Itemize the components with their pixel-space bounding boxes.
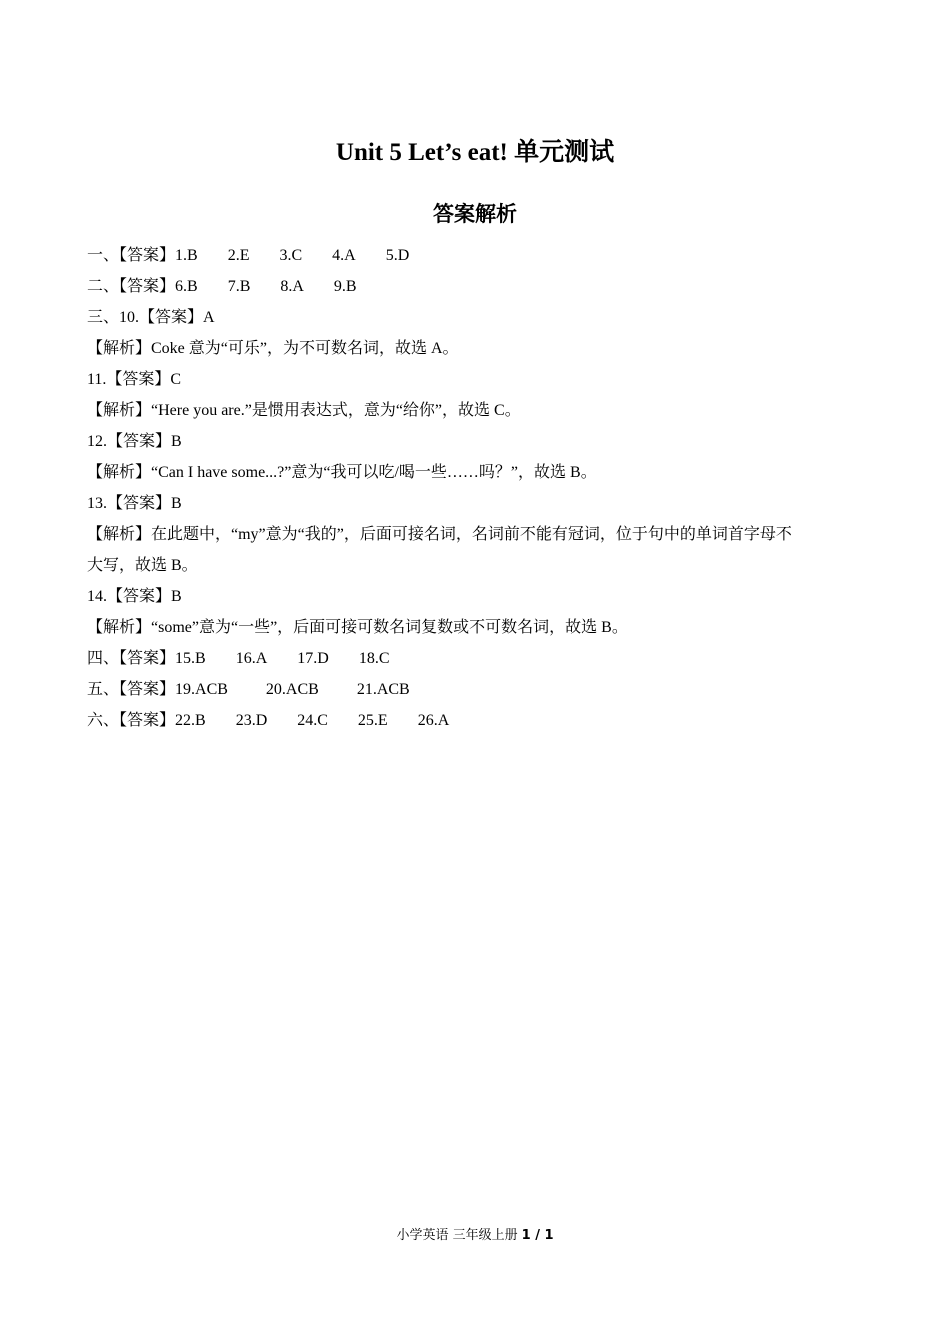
answer-7: 7.B [227,278,251,295]
answer-19: 19.ACB [175,681,228,698]
answer-23: 23.D [235,712,268,729]
q10-answer: 三、10.【答案】A [87,309,215,326]
section-5-answers [87,674,877,705]
q14-answer: 14.【答案】B [87,588,182,605]
section-2-prefix: 二、【答案】 [87,278,176,295]
section-4-prefix: 四、【答案】 [87,650,176,667]
section-1-prefix: 一、【答案】 [87,247,176,264]
answer-2: 2.E [227,247,250,264]
answer-24: 24.C [297,712,328,729]
section-2-answers [87,271,877,302]
q13-analysis-line-2: 大写，故选 B。 [87,557,198,574]
answer-26: 26.A [417,712,450,729]
answer-4: 4.A [332,247,356,264]
answer-9: 9.B [333,278,357,295]
answer-3: 3.C [279,247,303,264]
q12-answer: 12.【答案】B [87,433,182,450]
answer-8: 8.A [280,278,304,295]
q11-answer: 11.【答案】C [87,371,182,388]
section-1-answers [87,240,877,271]
page-title: Unit 5 Let’s eat! 单元测试 [335,139,615,166]
answer-25: 25.E [357,712,388,729]
answer-content [87,240,877,736]
footer-label: 小学英语 三年级上册 [396,1228,518,1243]
answer-1: 1.B [175,247,198,264]
section-6-answers [87,705,877,736]
answer-15: 15.B [175,650,206,667]
answer-5: 5.D [385,247,410,264]
answer-22: 22.B [175,712,206,729]
answer-18: 18.C [358,650,390,667]
answer-17: 17.D [297,650,329,667]
q10-analysis: 【解析】Coke 意为“可乐”，为不可数名词，故选 A。 [87,340,459,357]
q14-analysis: 【解析】“some”意为“一些”，后面可接可数名词复数或不可数名词，故选 B。 [87,619,628,636]
answer-20: 20.ACB [265,681,319,698]
page-footer [0,1227,950,1245]
answer-16: 16.A [235,650,268,667]
answer-6: 6.B [175,278,198,295]
page-number: 1 / 1 [521,1228,554,1243]
section-5-prefix: 五、【答案】 [87,681,176,698]
q11-analysis: 【解析】“Here you are.”是惯用表达式，意为“给你”，故选 C。 [87,402,521,419]
q12-analysis: 【解析】“Can I have some...?”意为“我可以吃/喝一些……吗？”，故选 B。 [87,464,597,481]
q13-answer: 13.【答案】B [87,495,182,512]
answer-21: 21.ACB [356,681,410,698]
section-6-prefix: 六、【答案】 [87,712,176,729]
q13-analysis-line-1: 【解析】在此题中，“my”意为“我的”，后面可接名词，名词前不能有冠词，位于句中的单词首字母不 [87,526,792,543]
page-subtitle: 答案解析 [433,202,517,226]
section-4-answers [87,643,877,674]
